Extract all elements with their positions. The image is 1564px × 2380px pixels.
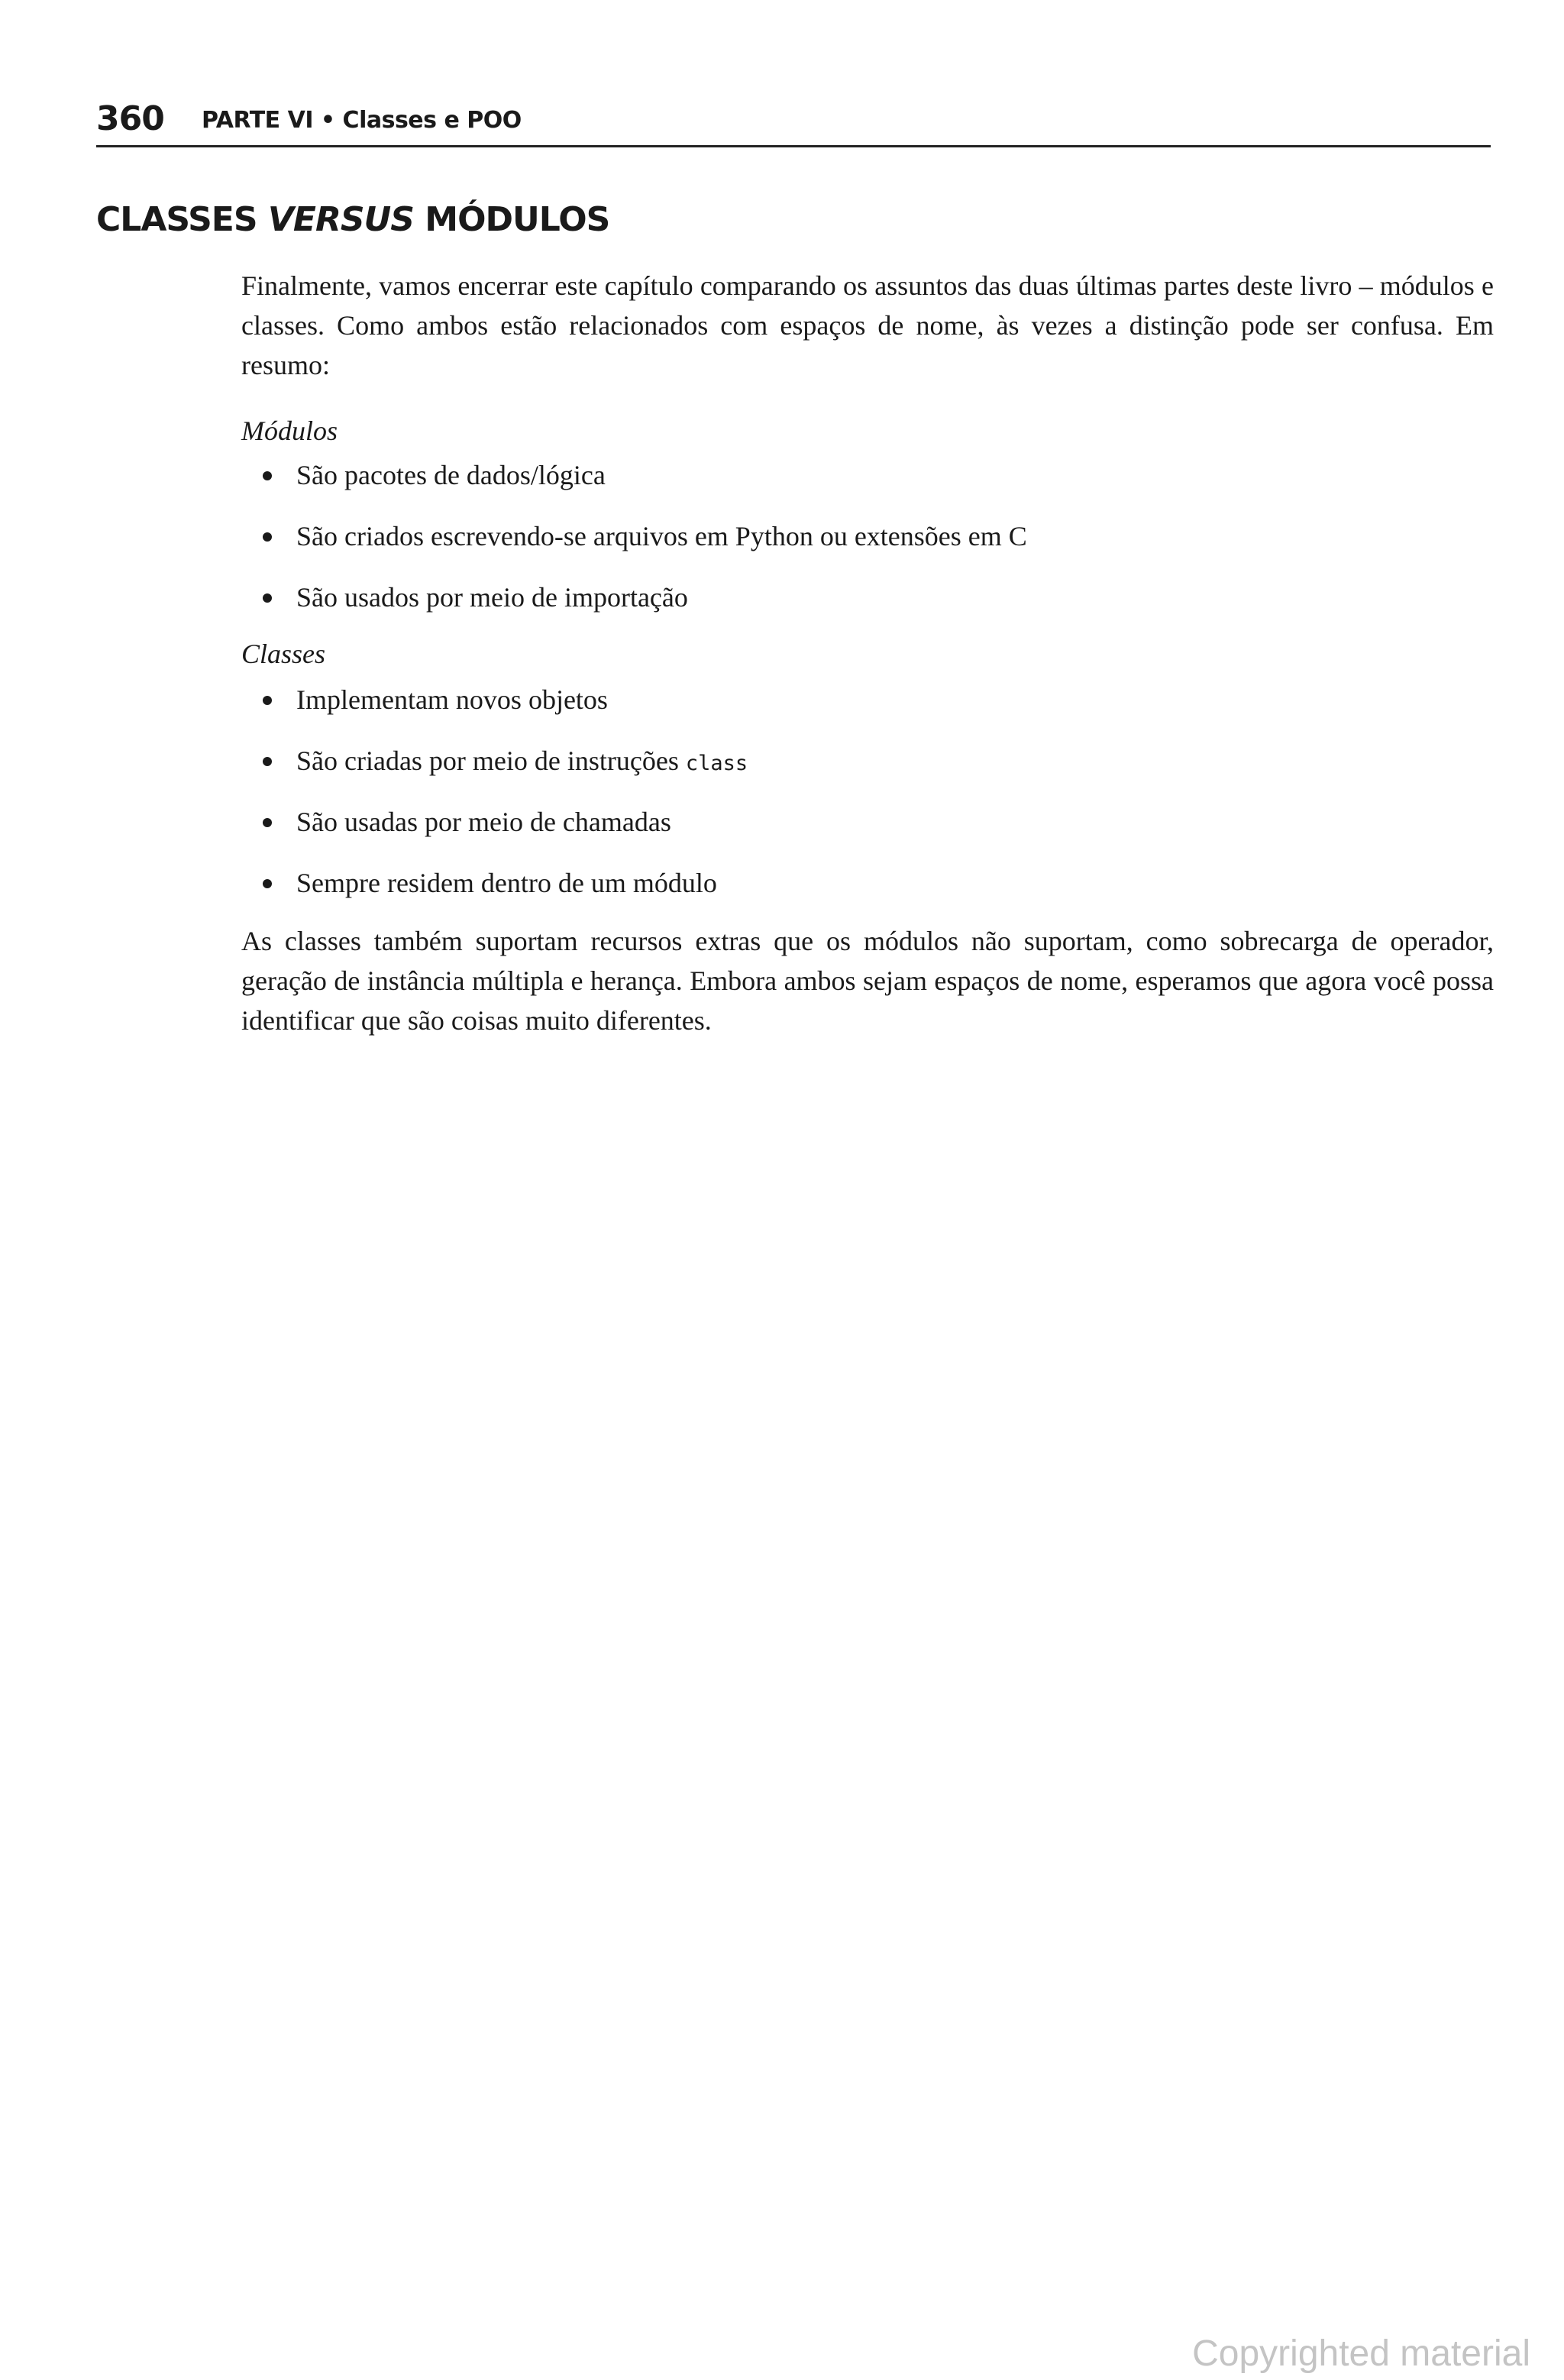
section-heading-part3: MÓDULOS	[425, 200, 610, 239]
closing-paragraph: As classes também suportam recursos extras que os módulos não suportam, como sobrecarga de operador, geração de instância múltipla e herança. Embora ambos sejam espaços de nome, esperamos que agora você possa identificar que são coisas muito diferentes.	[241, 926, 1494, 1036]
list-item	[241, 455, 1027, 516]
bullet-icon	[263, 818, 272, 827]
list-item-text: Sempre residem dentro de um módulo	[296, 868, 717, 898]
running-header	[96, 99, 1491, 142]
section-heading	[96, 200, 609, 239]
list-item-text: São criados escrevendo-se arquivos em Python ou extensões em C	[296, 521, 1027, 551]
bullet-icon	[263, 696, 272, 705]
list-item	[241, 863, 748, 924]
bullet-icon	[263, 879, 272, 888]
bullet-icon	[263, 532, 272, 542]
code-keyword: class	[685, 752, 748, 775]
classes-label: Classes	[241, 639, 326, 669]
intro-paragraph: Finalmente, vamos encerrar este capítulo comparando os assuntos das duas últimas partes deste livro – módulos e classes. Como ambos estão relacionados com espaços de nome, às vezes a distinção pode ser confusa. Em resumo:	[241, 270, 1494, 380]
list-item-text: São usadas por meio de chamadas	[296, 807, 671, 837]
list-item-text: São pacotes de dados/lógica	[296, 460, 606, 490]
list-item-text: São criadas por meio de instruções	[296, 745, 686, 776]
list-item	[241, 741, 748, 802]
bullet-icon	[263, 471, 272, 480]
modules-label: Módulos	[241, 416, 338, 446]
header-rule	[96, 145, 1491, 147]
classes-list	[241, 680, 748, 924]
list-item	[241, 680, 748, 741]
page-number: 360	[96, 99, 164, 138]
list-item	[241, 577, 1027, 639]
section-heading-versus: VERSUS	[267, 200, 414, 239]
bullet-icon	[263, 757, 272, 766]
section-heading-part1: CLASSES	[96, 200, 257, 239]
list-item	[241, 802, 748, 863]
bullet-icon	[263, 593, 272, 603]
part-label: PARTE VI • Classes e POO	[202, 107, 522, 134]
copyright-watermark: Copyrighted material	[1192, 2333, 1530, 2374]
list-item	[241, 516, 1027, 577]
list-item-text: Implementam novos objetos	[296, 684, 608, 715]
list-item-text: São usados por meio de importação	[296, 582, 688, 613]
modules-list	[241, 455, 1027, 639]
